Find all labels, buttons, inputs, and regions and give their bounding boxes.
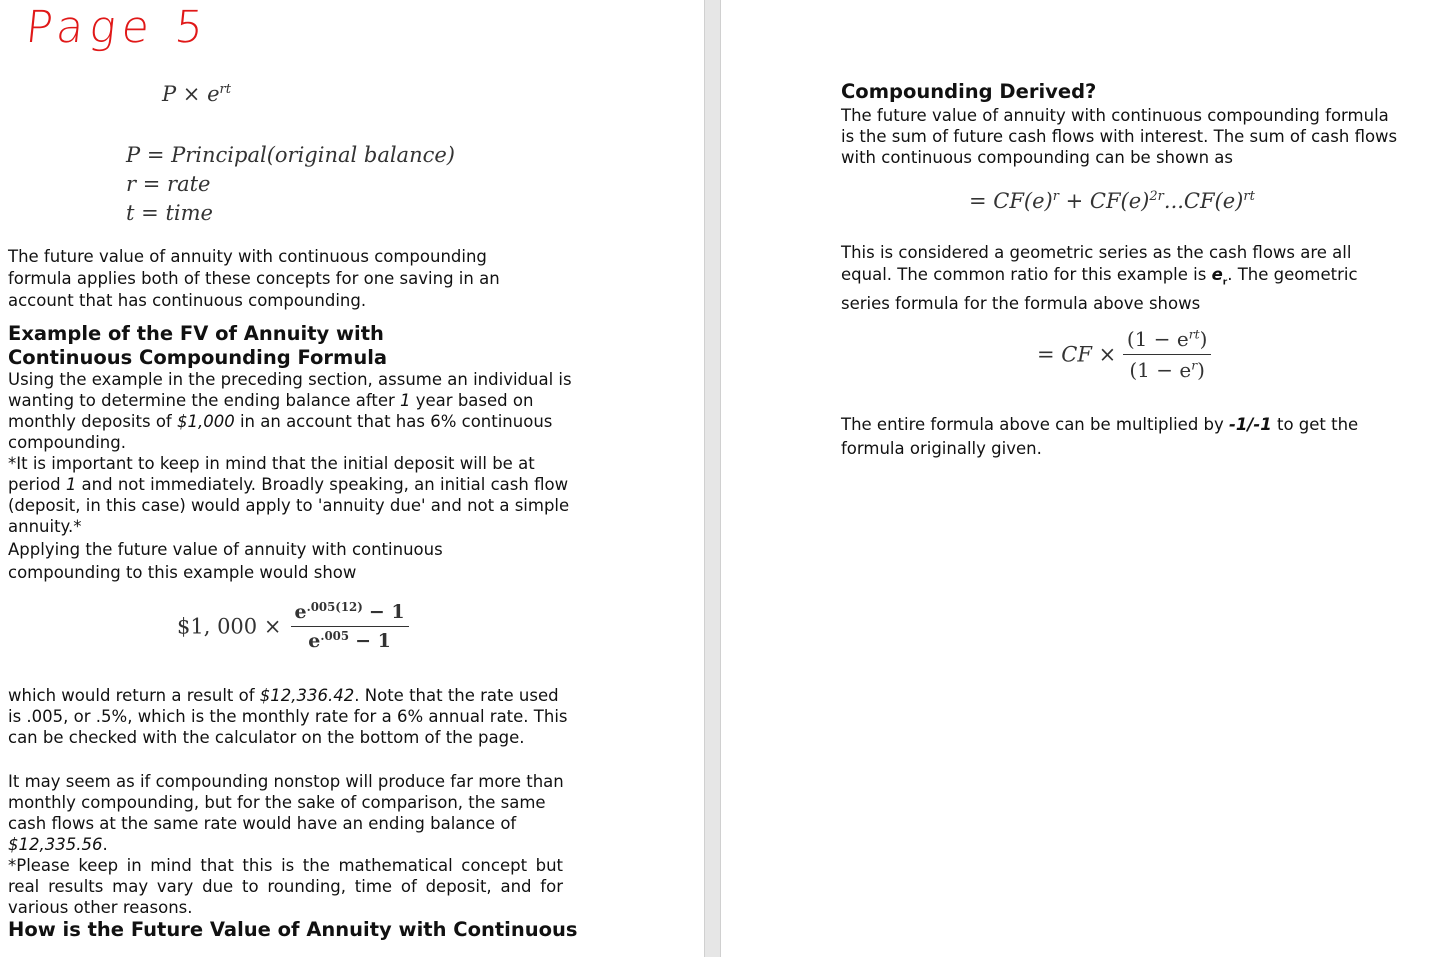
- intro-paragraph: The future value of annuity with continuous compounding formula applies both of these concepts for one saving in an account that has continuous compounding.: [8, 247, 500, 310]
- geometric-formula-numerator: $(1 - e^{rt})$: [1123, 327, 1212, 355]
- derived-paragraph-1: The future value of annuity with continuous compounding formula is the sum of future cash flows with interest. The sum of cash flows with continuous compounding can be shown as: [841, 106, 1398, 167]
- example-paragraph-2: *It is important to keep in mind that the initial deposit will be at period 1 and not immediately. Broadly speaking, an initial cash flow (deposit, in this case) would apply to 'annuity due' and not a simple annuity.*: [8, 454, 570, 536]
- derived-paragraph-3: The entire formula above can be multiplied by -1/-1 to get the formula originally given.: [841, 415, 1359, 458]
- example-paragraph-3: Applying the future value of annuity with continuous compounding to this example would show: [8, 540, 443, 582]
- example-paragraph-1: Using the example in the preceding section, assume an individual is wanting to determine the ending balance after 1 year based on monthly deposits of $1,000 in an account that has 6% continuous compounding.: [8, 370, 572, 452]
- derived-heading: Compounding Derived?: [841, 80, 1097, 103]
- formula-main-exponent: rt: [219, 82, 231, 98]
- example-formula-denominator: $e^{.005} - 1$: [308, 628, 391, 652]
- geometric-formula-fraction: [1123, 327, 1212, 382]
- example-heading: Example of the FV of Annuity with Continuous Compounding Formula: [8, 322, 388, 369]
- derived-paragraph-2: This is considered a geometric series as the cash flows are all equal. The common ratio for this example is $e_r$. The geometric series formula for the formula above shows: [841, 243, 1358, 314]
- compare-paragraph: It may seem as if compounding nonstop will produce far more than monthly compounding, but for the sake of comparison, the same cash flows at the same rate would have an ending balance of $12,335.56.: [8, 772, 564, 854]
- definition-principal: P = Principal(original balance): [126, 143, 455, 167]
- geometric-formula-denominator: $(1 - e^r)$: [1129, 357, 1205, 382]
- example-formula-numerator: $e^{.005(12)} - 1$: [291, 601, 409, 627]
- geometric-formula: [1037, 327, 1211, 382]
- left-page: [0, 0, 704, 957]
- note-paragraph: *Please keep in mind that this is the mathematical concept but real results may vary due to rounding, time of deposit, and for various other reasons.: [8, 856, 563, 917]
- derivation-heading-start: How is the Future Value of Annuity with Continuous: [8, 918, 578, 941]
- definition-time: t = time: [126, 201, 213, 225]
- right-page: [721, 0, 1430, 957]
- formula-main-base: P × e: [162, 82, 220, 106]
- page-label-handwritten: Page 5: [23, 2, 212, 53]
- example-formula-fraction: [291, 601, 409, 652]
- result-paragraph: which would return a result of $12,336.42. Note that the rate used is .005, or .5%, which is the monthly rate for a 6% annual rate. This can be checked with the calculator on the bottom of the page.: [8, 686, 568, 747]
- formula-main: [162, 82, 231, 106]
- page-gutter: [704, 0, 721, 957]
- sum-formula: = $CF(e)^r + CF(e)^{2r}...CF(e)^{rt}$: [969, 189, 1255, 213]
- example-formula: [177, 601, 409, 652]
- definition-rate: r = rate: [126, 172, 211, 196]
- example-formula-lhs: $1, 000 ×: [177, 614, 282, 639]
- definitions-list: [126, 141, 455, 228]
- geometric-formula-lhs: = CF ×: [1037, 342, 1117, 367]
